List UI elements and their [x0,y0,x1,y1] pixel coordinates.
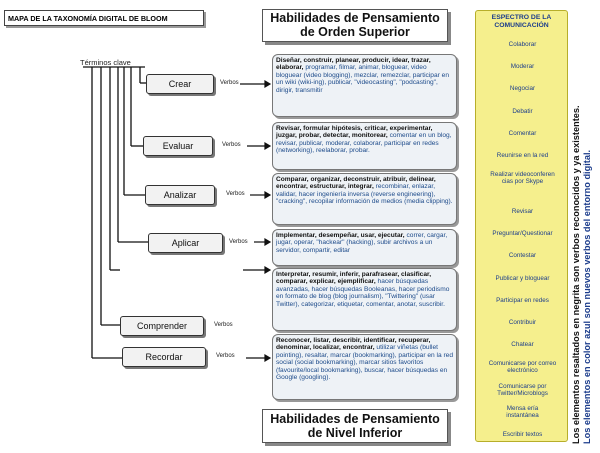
skill-comprender: Comprender [120,316,204,336]
skill-recordar: Recordar [122,347,206,367]
skill-evaluar: Evaluar [143,136,213,156]
verbs-box-aplicar [272,229,457,266]
lower-order-header-line2: de Nivel Inferior [307,426,403,441]
spectrum-title [476,14,567,30]
verbs-box-evaluar [272,122,457,170]
verbs-box-comprender [272,268,457,331]
spectrum-item: Escribir textos [502,431,543,438]
spectrum-item: Colaborar [508,41,537,48]
spectrum-item: Contestar [508,252,537,259]
existing-verbs-recordar: Reconocer, listar, describir, identificar, recuperar, denominar, localizar, encontrar, [276,337,431,352]
existing-verbs-analizar: Comparar, organizar, deconstruir, atribuir, delinear, encontrar, estructurar, integrar, [276,176,436,191]
new-verbs-recordar: utilizar viñetas (bullet pointing), resaltar, marcar (bookmarking), participar en la red social (social bookmarking), marcar sitios favoritos (favourite/local bookmarking), buscar, hacer búsquedas en Google (googling). [276,344,454,382]
communication-spectrum [475,10,568,442]
spectrum-item: Participar en redes [496,297,549,304]
spectrum-item: Chatear [511,341,534,348]
verbs-box-crear [272,54,457,117]
existing-verbs-aplicar: Implementar, desempeñar, usar, ejecutar, [276,232,405,239]
new-verbs-evaluar: comentar en un blog, revisar, publicar, moderar, colaborar, participar en redes (networking), reelaborar, probar. [276,132,452,155]
higher-order-header-line2: de Orden Superior [300,25,410,40]
spectrum-item: Comunicarse por Twitter/Microblogs [497,383,548,397]
skill-aplicar: Aplicar [148,233,223,253]
legend-note-blue: Los elementos en color azul son nuevos verbos del entorno digital. [582,149,592,444]
verbs-box-recordar [272,334,457,400]
verbs-label-comprender: Verbos [214,322,233,328]
key-terms-label: Términos clave [80,58,131,67]
spectrum-item: Revisar [511,208,534,215]
spectrum-item: Debatir [512,108,533,115]
spectrum-item: Comentar [508,130,537,137]
spectrum-item: Moderar [510,63,535,70]
verbs-label-evaluar: Verbos [222,142,241,148]
existing-verbs-evaluar: Revisar, formular hipótesis, criticar, experimentar, juzgar, probar, detectar, monitorear, [276,125,433,140]
higher-order-header [262,9,448,42]
legend-note-bold: Los elementos resaltados en negrita son verbos reconocidos y ya existentes. [571,105,581,444]
spectrum-item: Comunicarse por correo electrónico [488,360,557,374]
new-verbs-comprender: hacer búsquedas avanzadas, hacer búsquedas Booleanas, hacer periodismo en formato de blog (blog journalism), "Twittering" (usar Twitter), categorizar, etiquetar, comentar, anotar, suscribir. [276,278,450,308]
spectrum-title-line2: COMUNICACIÓN [494,22,549,29]
spectrum-item: Preguntar/Questionar [492,230,553,237]
lower-order-header-line1: Habilidades de Pensamiento [270,412,440,426]
new-verbs-crear: programar, filmar, animar, bloguear, video bloguear (video blogging), mezclar, remezclar, participar en un wiki (wiki-ing), publicar, "videocasting", "podcasting", dirigir, transmitir [276,64,449,94]
spectrum-item: Publicar y bloguear [495,275,550,282]
verbs-box-analizar [272,173,457,225]
spectrum-item: Realizar videoconferen cias por Skype [490,171,555,185]
existing-verbs-crear: Diseñar, construir, planear, producir, idear, trazar, elaborar, [276,57,431,72]
verbs-label-recordar: Verbos [216,353,235,359]
spectrum-item: Negociar [509,85,536,92]
diagram-title: MAPA DE LA TAXONOMÍA DIGITAL DE BLOOM [4,10,204,26]
spectrum-item: Reunirse en la red [496,152,549,159]
higher-order-header-line1: Habilidades de Pensamiento [270,11,440,25]
skill-crear: Crear [146,74,214,94]
existing-verbs-comprender: Interpretar, resumir, inferir, parafrasear, clasificar, comparar, explicar, ejemplificar, [276,271,432,286]
verbs-label-analizar: Verbos [226,191,245,197]
spectrum-title-line1: ESPECTRO DE LA [491,14,552,21]
lower-order-header [262,409,448,443]
verbs-label-crear: Verbos [220,80,239,86]
legend-note [571,14,600,444]
spectrum-item: Contribuir [508,319,537,326]
new-verbs-aplicar: correr, cargar, jugar, operar, "hackear" (hacking), subir archivos a un servidor, compartir, editar [276,232,448,254]
spectrum-item: Mensa ería instantánea [506,405,539,419]
new-verbs-analizar: recombinar, enlazar, validar, hacer ingeniería inversa (reverse engineering), "cracking", recopilar información de medios (media clipping). [276,183,453,206]
skill-analizar: Analizar [145,185,215,205]
verbs-label-aplicar: Verbos [229,239,248,245]
